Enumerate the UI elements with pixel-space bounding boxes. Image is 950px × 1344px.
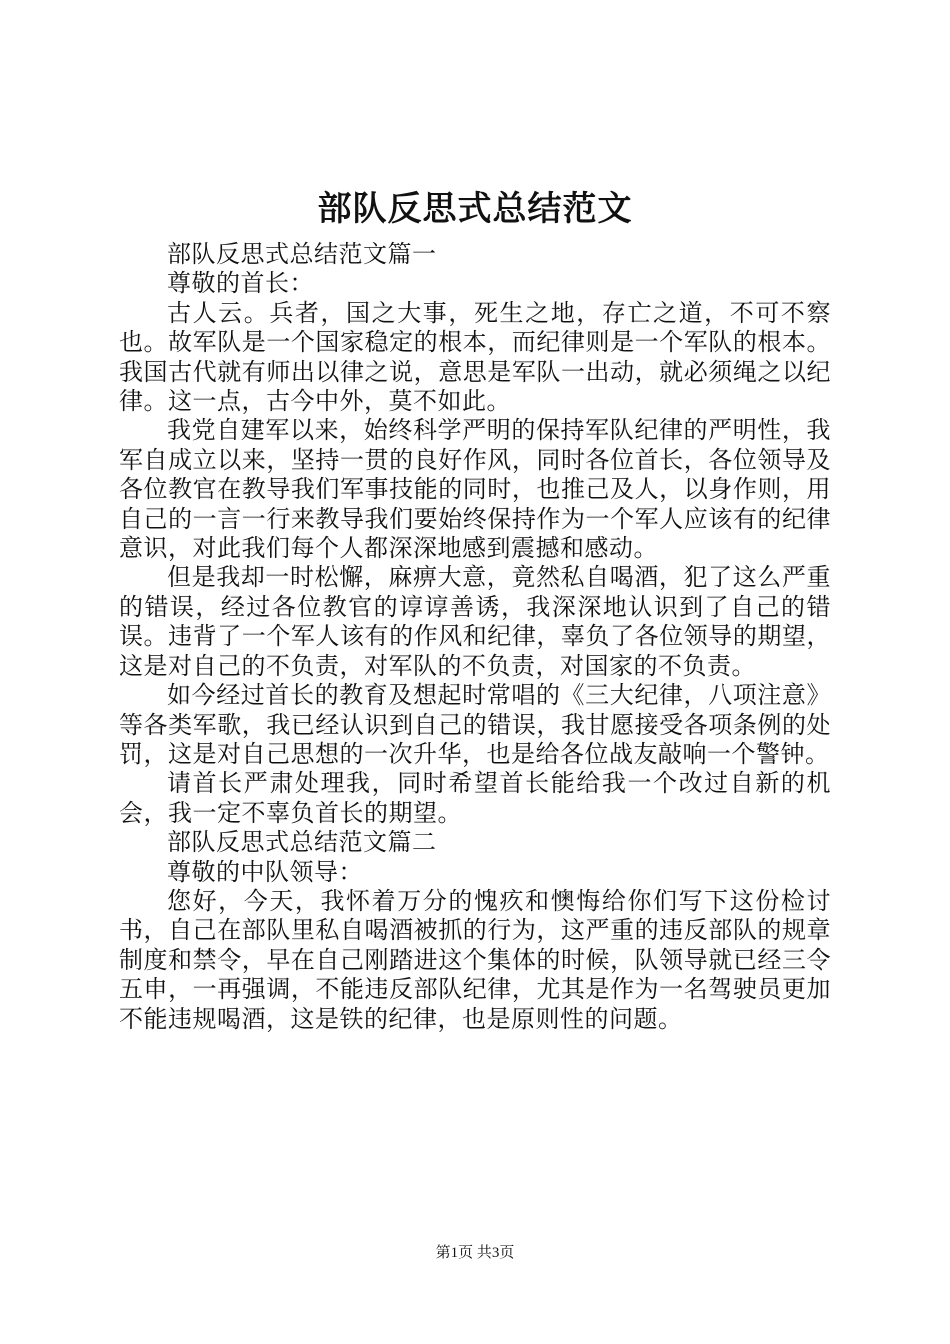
salutation-2: 尊敬的中队领导： (167, 857, 363, 886)
body-paragraph: 我党自建军以来，始终科学严明的保持军队纪律的严明性，我军自成立以来，坚持一贯的良好作风，同时各位首长，各位领导及各位教官在教导我们军事技能的同时，也推己及人，以身作则，用自己的一言一行来教导我们要始终保持作为一个军人应该有的纪律意识，对此我们每个人都深深地感到震撼和感动。 (119, 416, 831, 563)
salutation-1: 尊敬的首长： (167, 269, 314, 298)
body-paragraph: 但是我却一时松懈，麻痹大意，竟然私自喝酒，犯了这么严重的错误，经过各位教官的谆谆善诱，我深深地认识到了自己的错误。违背了一个军人该有的作风和纪律，辜负了各位领导的期望，这是对自己的不负责，对军队的不负责，对国家的不负责。 (119, 563, 831, 680)
body-paragraph: 请首长严肃处理我，同时希望首长能给我一个改过自新的机会，我一定不辜负首长的期望。 (119, 769, 831, 827)
body-paragraph: 古人云。兵者，国之大事，死生之地，存亡之道，不可不察也。故军队是一个国家稳定的根本，而纪律则是一个军队的根本。我国古代就有师出以律之说，意思是军队一出动，就必须绳之以纪律。这一点，古今中外，莫不如此。 (119, 298, 831, 416)
document-title: 部队反思式总结范文 (317, 189, 633, 229)
body-paragraph: 您好，今天，我怀着万分的愧疚和懊悔给你们写下这份检讨书，自己在部队里私自喝酒被抓的行为，这严重的违反部队的规章制度和禁令，早在自己刚踏进这个集体的时候，队领导就已经三令五申，一再强调，不能违反部队纪律，尤其是作为一名驾驶员更加不能违规喝酒，这是铁的纪律，也是原则性的问题。 (119, 886, 831, 1033)
body-paragraph: 如今经过首长的教育及想起时常唱的《三大纪律，八项注意》等各类军歌，我已经认识到自己的错误，我甘愿接受各项条例的处罚，这是对自己思想的一次升华，也是给各位战友敲响一个警钟。 (119, 681, 831, 768)
section-heading-2: 部队反思式总结范文篇二 (167, 828, 437, 857)
page-number-footer: 第1页 共3页 (435, 1245, 515, 1261)
section-heading-1: 部队反思式总结范文篇一 (167, 240, 437, 268)
document-body (119, 240, 831, 1034)
